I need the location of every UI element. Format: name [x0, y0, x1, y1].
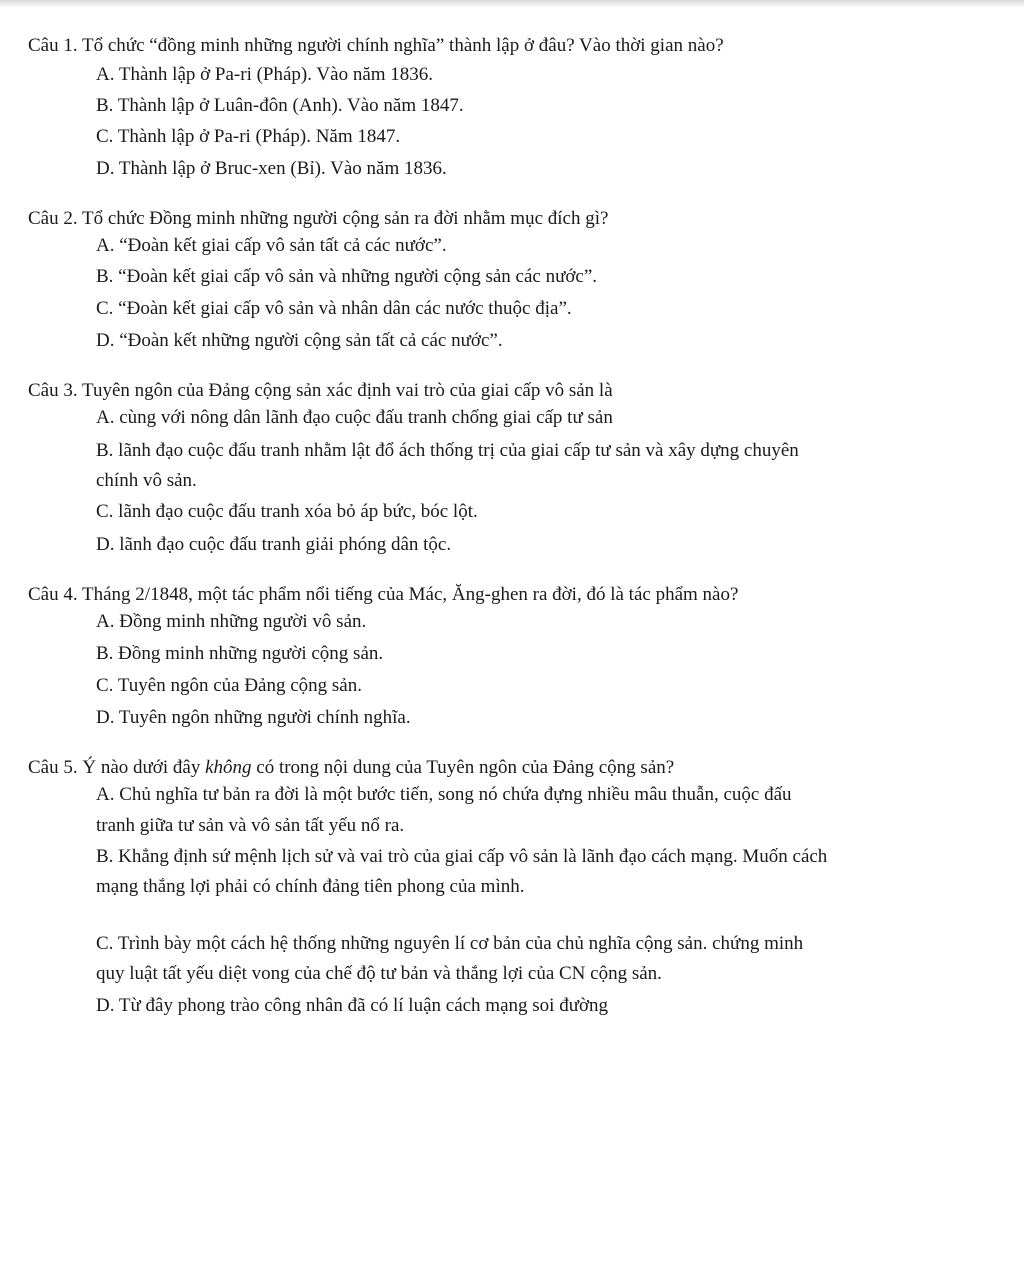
- question-1-option-b: B. Thành lập ở Luân-đôn (Anh). Vào năm 1847.: [96, 95, 464, 116]
- question-3-title: Câu 3. Tuyên ngôn của Đảng cộng sản xác định vai trò của giai cấp vô sản là: [28, 380, 613, 401]
- question-4-title: Câu 4. Tháng 2/1848, một tác phẩm nổi tiếng của Mác, Ăng-ghen ra đời, đó là tác phẩm nào?: [28, 584, 739, 605]
- question-1-option-d: D. Thành lập ở Bruc-xen (Bỉ). Vào năm 1836.: [96, 158, 447, 179]
- question-4-option-c: C. Tuyên ngôn của Đảng cộng sản.: [96, 675, 362, 696]
- question-1-option-c: C. Thành lập ở Pa-ri (Pháp). Năm 1847.: [96, 126, 401, 147]
- question-2-option-a: A. “Đoàn kết giai cấp vô sản tất cả các nước”.: [96, 235, 447, 256]
- question-2-option-b: B. “Đoàn kết giai cấp vô sản và những người cộng sản các nước”.: [96, 266, 598, 287]
- question-5-title-emphasis: không: [205, 757, 252, 778]
- question-1-title: Câu 1. Tổ chức “đồng minh những người chính nghĩa” thành lập ở đâu? Vào thời gian nào?: [28, 35, 724, 56]
- question-4-option-d: D. Tuyên ngôn những người chính nghĩa.: [96, 707, 411, 728]
- question-3-option-a: A. cùng với nông dân lãnh đạo cuộc đấu tranh chống giai cấp tư sản: [96, 407, 613, 428]
- question-2-title: Câu 2. Tổ chức Đồng minh những người cộng sản ra đời nhằm mục đích gì?: [28, 208, 609, 229]
- question-5-option-a: A. Chủ nghĩa tư bản ra đời là một bước tiến, song nó chứa đựng nhiều mâu thuẫn, cuộc đấu: [96, 784, 792, 805]
- question-1-option-a: A. Thành lập ở Pa-ri (Pháp). Vào năm 1836.: [96, 64, 434, 85]
- question-5-option-c: C. Trình bày một cách hệ thống những nguyên lí cơ bản của chủ nghĩa cộng sản. chứng minh: [96, 933, 804, 954]
- question-5-title-start: Câu 5. Ý nào dưới đây: [28, 757, 206, 778]
- question-2-option-d: D. “Đoàn kết những người cộng sản tất cả các nước”.: [96, 330, 503, 351]
- question-4-option-a: A. Đồng minh những người vô sản.: [96, 611, 367, 632]
- question-5-option-b-continuation: mạng thắng lợi phải có chính đảng tiên phong của mình.: [96, 876, 525, 897]
- question-5-option-c-continuation: quy luật tất yếu diệt vong của chế độ tư bản và thắng lợi của CN cộng sản.: [96, 963, 662, 984]
- question-3-option-d: D. lãnh đạo cuộc đấu tranh giải phóng dân tộc.: [96, 534, 452, 555]
- question-5-title: [28, 755, 998, 781]
- question-2-option-c: C. “Đoàn kết giai cấp vô sản và nhân dân các nước thuộc địa”.: [96, 298, 572, 319]
- question-4-option-b: B. Đồng minh những người cộng sản.: [96, 643, 384, 664]
- question-5-option-a-continuation: tranh giữa tư sản và vô sản tất yếu nổ ra.: [96, 815, 405, 836]
- question-3-option-c: C. lãnh đạo cuộc đấu tranh xóa bỏ áp bức, bóc lột.: [96, 501, 478, 522]
- question-3-option-b-continuation: chính vô sản.: [96, 470, 197, 491]
- question-5-title-end: có trong nội dung của Tuyên ngôn của Đảng cộng sản?: [251, 757, 675, 778]
- question-5-option-d: D. Từ đây phong trào công nhân đã có lí luận cách mạng soi đường: [96, 995, 609, 1016]
- question-3-option-b: B. lãnh đạo cuộc đấu tranh nhằm lật đổ ách thống trị của giai cấp tư sản và xây dựng chuyên: [96, 440, 799, 461]
- question-5-option-b: B. Khẳng định sứ mệnh lịch sử và vai trò của giai cấp vô sản là lãnh đạo cách mạng. Muốn cách: [96, 846, 828, 867]
